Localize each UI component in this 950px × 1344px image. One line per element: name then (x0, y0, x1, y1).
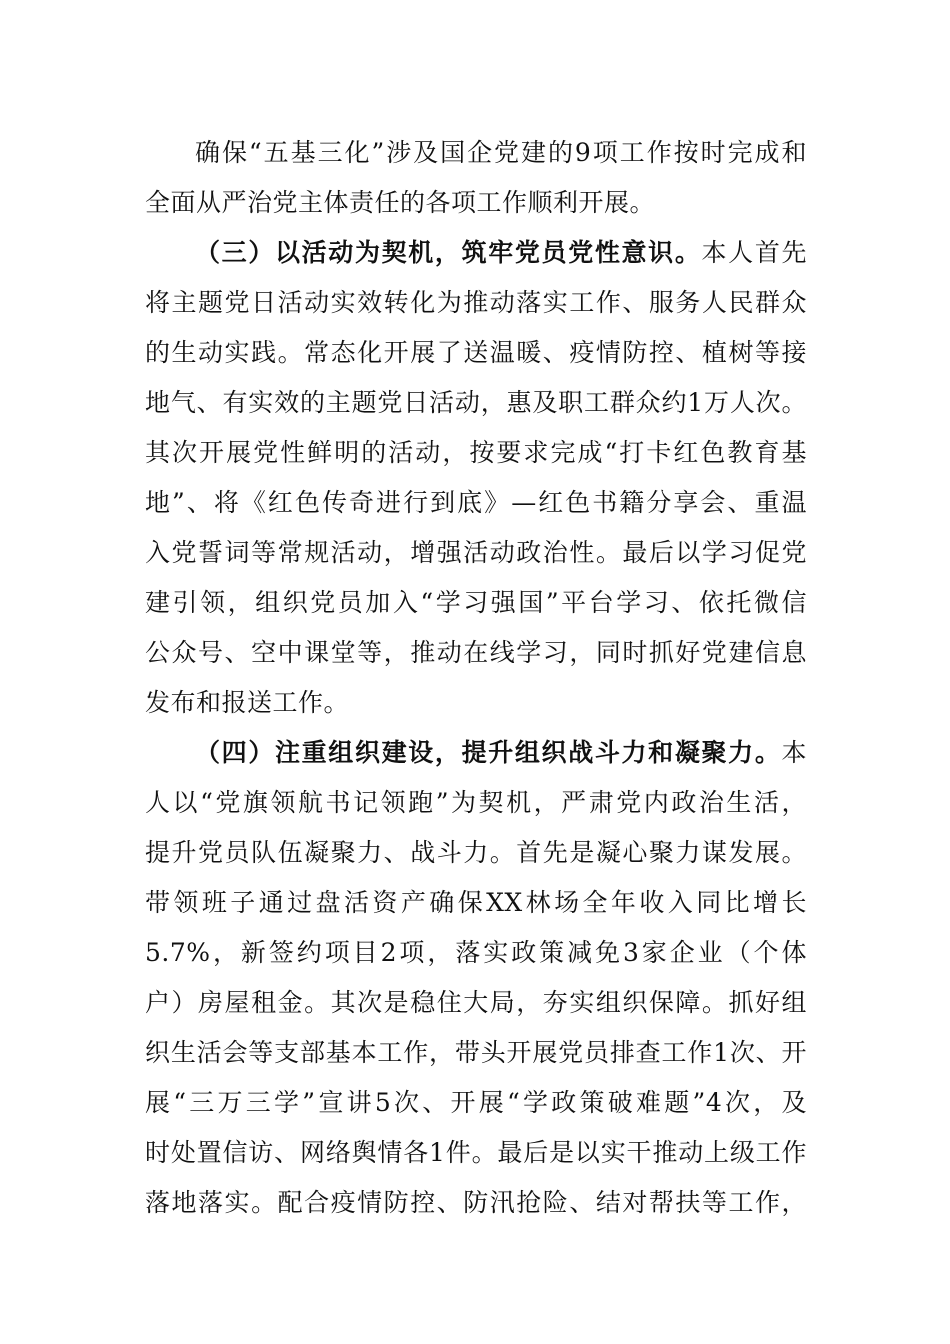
text-line: 带领班子通过盘活资产确保XX林场全年收入同比增长 (145, 888, 807, 917)
text-fragment: 本 (781, 738, 807, 767)
text-line: 公众号、空中课堂等，推动在线学习，同时抓好党建信息 (145, 638, 807, 667)
section-heading-4: （四）注重组织建设，提升组织战斗力和凝聚力。 (195, 738, 782, 767)
text-line: 入党誓词等常规活动，增强活动政治性。最后以学习促党 (145, 538, 807, 567)
section-heading-line (195, 738, 807, 788)
text-line: 织生活会等支部基本工作，带头开展党员排查工作1次、开 (145, 1038, 807, 1067)
text-fragment: 本人首先 (701, 238, 807, 267)
text-line: 将主题党日活动实效转化为推动落实工作、服务人民群众 (145, 288, 807, 317)
text-line: 提升党员队伍凝聚力、战斗力。首先是凝心聚力谋发展。 (145, 838, 807, 867)
text-line: 人以“党旗领航书记领跑”为契机，严肃党内政治生活， (145, 788, 807, 817)
text-line: 的生动实践。常态化开展了送温暖、疫情防控、植树等接 (145, 338, 807, 367)
text-line: 户）房屋租金。其次是稳住大局，夯实组织保障。抓好组 (145, 988, 807, 1017)
text-line: 5.7%，新签约项目2项，落实政策减免3家企业（个体 (145, 938, 807, 967)
text-line: 落地落实。配合疫情防控、防汛抢险、结对帮扶等工作， (145, 1188, 807, 1217)
text-line: 时处置信访、网络舆情各1件。最后是以实干推动上级工作 (145, 1138, 807, 1167)
text-line: 地气、有实效的主题党日活动，惠及职工群众约1万人次。 (145, 388, 807, 417)
text-line: 发布和报送工作。 (145, 688, 350, 717)
text-line: 展“三万三学”宣讲5次、开展“学政策破难题”4次，及 (145, 1088, 807, 1117)
section-heading-line (195, 238, 807, 288)
text-line: 全面从严治党主体责任的各项工作顺利开展。 (145, 188, 656, 217)
text-line: 其次开展党性鲜明的活动，按要求完成“打卡红色教育基 (145, 438, 807, 467)
text-line: 地”、将《红色传奇进行到底》—红色书籍分享会、重温 (145, 488, 807, 517)
text-line: 确保“五基三化”涉及国企党建的9项工作按时完成和 (195, 138, 807, 167)
text-line: 建引领，组织党员加入“学习强国”平台学习、依托微信 (145, 588, 807, 617)
section-heading-3: （三）以活动为契机，筑牢党员党性意识。 (195, 238, 702, 267)
